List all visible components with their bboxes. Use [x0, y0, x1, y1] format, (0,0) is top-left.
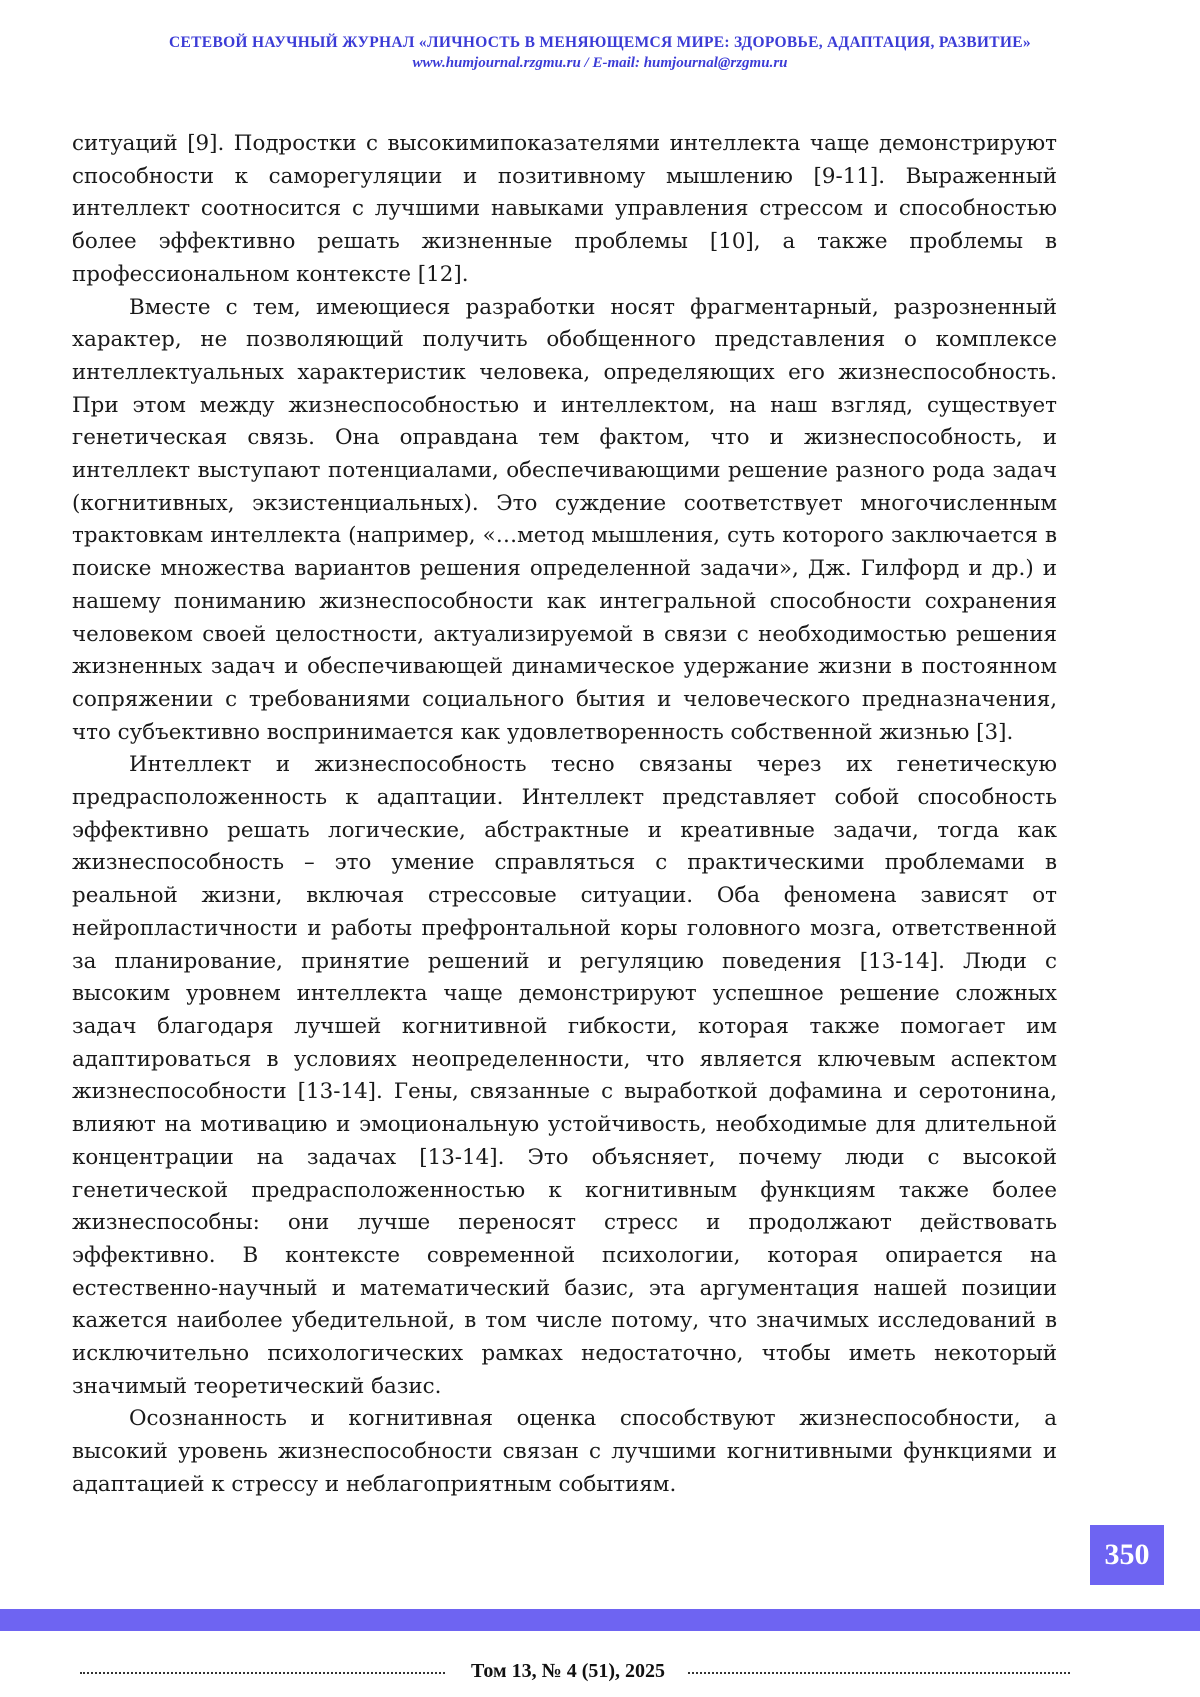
- page-footer: [0, 1658, 1200, 1684]
- footer-dotted-rule-right: [688, 1672, 1070, 1674]
- article-body: [72, 128, 1057, 1502]
- footer-dotted-rule-left: [80, 1672, 445, 1674]
- issue-label: Том 13, № 4 (51), 2025: [470, 1660, 666, 1682]
- paragraph: Интеллект и жизнеспособность тесно связаны через их генетическую предрасположенность к адаптации. Интеллект представляет собой способность эффективно решать логические, абстрактные и креативные задачи, тогда как жизнеспособность – это умение справляться с практическими проблемами в реальной жизни, включая стрессовые ситуации. Оба феномена зависят от нейропластичности и работы префронтальной коры головного мозга, ответственной за планирование, принятие решений и регуляцию поведения [13-14]. Люди с высоким уровнем интеллекта чаще демонстрируют успешное решение сложных задач благодаря лучшей когнитивной гибкости, которая также помогает им адаптироваться в условиях неопределенности, что является ключевым аспектом жизнеспособности [13-14]. Гены, связанные с выработкой дофамина и серотонина, влияют на мотивацию и эмоциональную устойчивость, необходимые для длительной концентрации на задачах [13-14]. Это объясняет, почему люди с высокой генетической предрасположенностью к когнитивным функциям также более жизнеспособны: они лучше переносят стресс и продолжают действовать эффективно. В контексте современной психологии, которая опирается на естественно-научный и математический базис, эта аргументация нашей позиции кажется наиболее убедительной, в том числе потому, что значимых исследований в исключительно психологических рамках недостаточно, чтобы иметь некоторый значимый теоретический базис.: [72, 752, 1057, 1399]
- paragraph: Вместе с тем, имеющиеся разработки носят фрагментарный, разрозненный характер, не позволяющий получить обобщенного представления о комплексе интеллектуальных характеристик человека, определяющих его жизнеспособность. При этом между жизнеспособностью и интеллектом, на наш взгляд, существует генетическая связь. Она оправдана тем фактом, что и жизнеспособность, и интеллект выступают потенциалами, обеспечивающими решение разного рода задач (когнитивных, экзистенциальных). Это суждение соответствует многочисленным трактовкам интеллекта (например, «…метод мышления, суть которого заключается в поиске множества вариантов решения определенной задачи», Дж. Гилфорд и др.) и нашему пониманию жизнеспособности как интегральной способности сохранения человеком своей целостности, актуализируемой в связи с необходимостью решения жизненных задач и обеспечивающей динамическое удержание жизни в постоянном сопряжении с требованиями социального бытия и человеческого предназначения, что субъективно воспринимается как удовлетворенность собственной жизнью [3].: [72, 294, 1057, 745]
- journal-header: [0, 33, 1200, 73]
- page-number: 350: [1090, 1525, 1164, 1585]
- paragraph: ситуаций [9]. Подростки с высокимипоказателями интеллекта чаще демонстрируют способности к саморегуляции и позитивному мышлению [9-11]. Выраженный интеллект соотносится с лучшими навыками управления стрессом и способностью более эффективно решать жизненные проблемы [10], а также проблемы в профессиональном контексте [12].: [72, 131, 1057, 287]
- journal-title: СЕТЕВОЙ НАУЧНЫЙ ЖУРНАЛ «ЛИЧНОСТЬ В МЕНЯЮЩЕМСЯ МИРЕ: ЗДОРОВЬЕ, АДАПТАЦИЯ, РАЗВИТИЕ»: [169, 34, 1031, 51]
- footer-accent-bar: [0, 1609, 1200, 1631]
- journal-contacts: www.humjournal.rzgmu.ru / E-mail: humjournal@rzgmu.ru: [412, 55, 788, 71]
- paragraph: Осознанность и когнитивная оценка способствуют жизнеспособности, а высокий уровень жизнеспособности связан с лучшими когнитивными функциями и адаптацией к стрессу и неблагоприятным событиям.: [72, 1406, 1057, 1497]
